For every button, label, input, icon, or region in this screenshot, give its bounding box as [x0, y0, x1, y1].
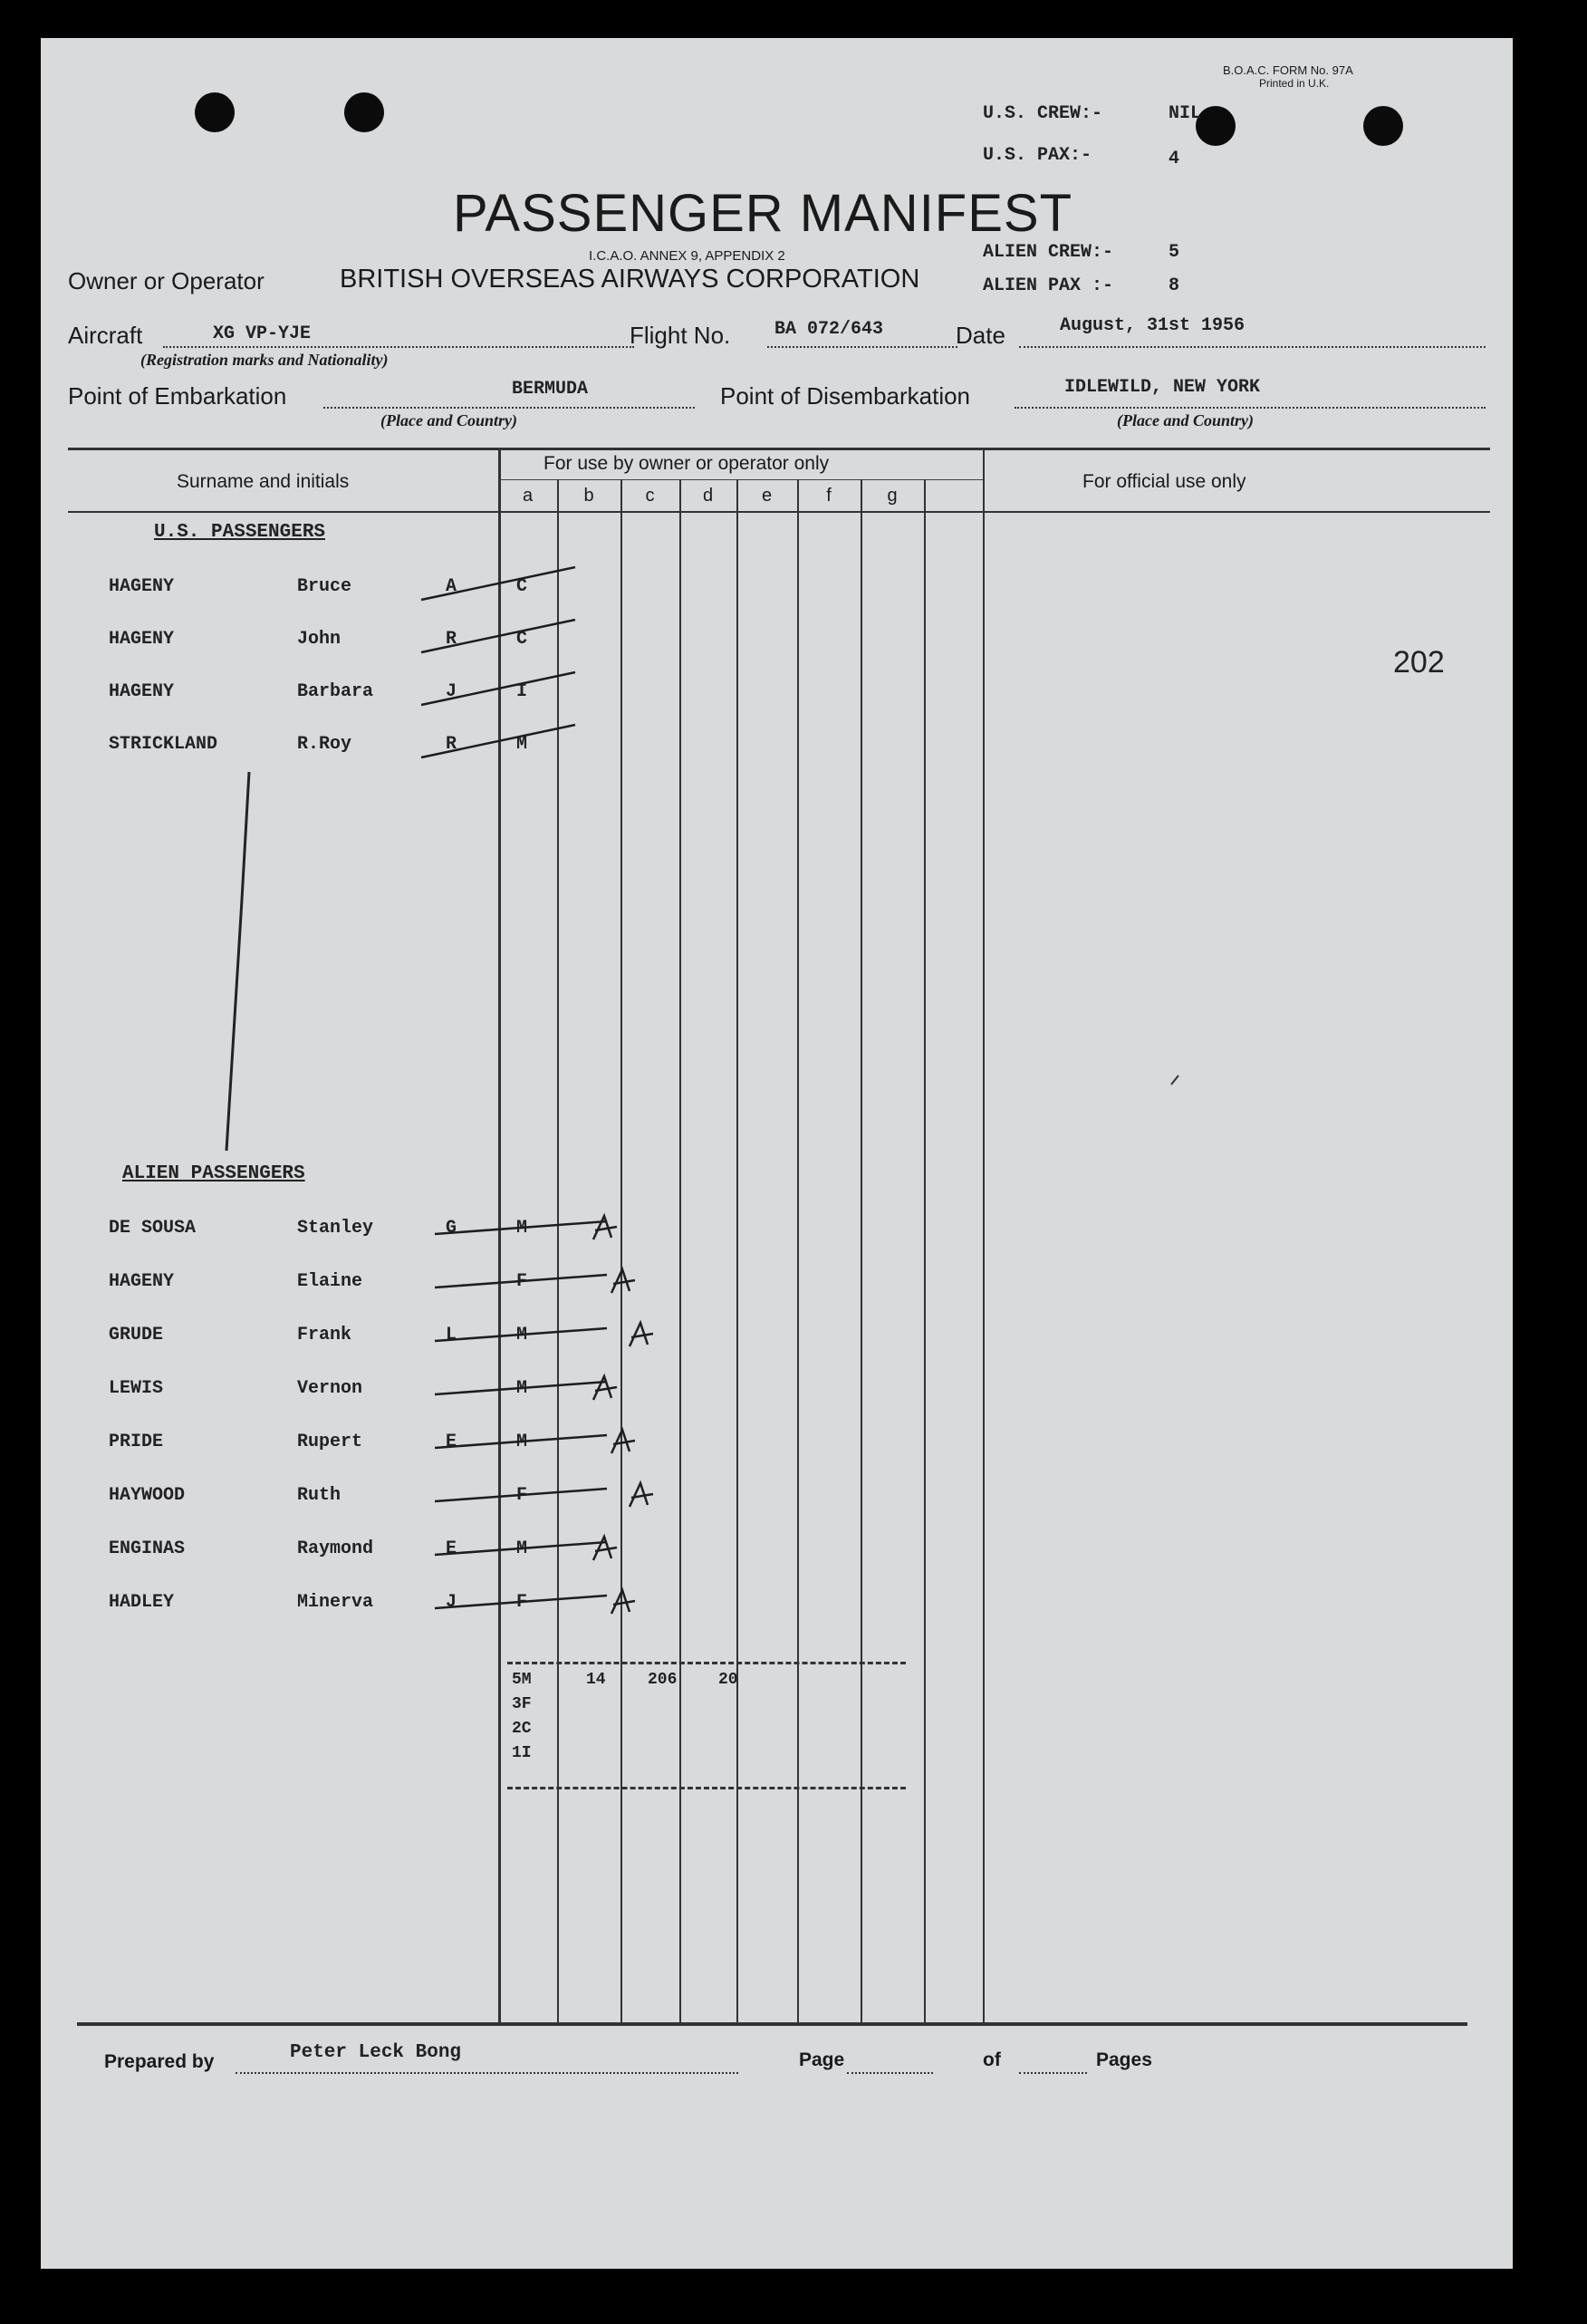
embarkation-label: Point of Embarkation [68, 382, 287, 410]
us-section-title: U.S. PASSENGERS [154, 522, 326, 543]
strike-mark [435, 1489, 607, 1501]
strike-mark [435, 1596, 607, 1608]
us-pax-value: 4 [1169, 149, 1180, 169]
strike-mark [435, 1542, 607, 1555]
check-mark [593, 1216, 617, 1239]
passenger-surname: STRICKLAND [109, 734, 218, 755]
passenger-code: M [516, 734, 528, 755]
total-c: 206 [648, 1671, 678, 1689]
check-mark [611, 1430, 635, 1453]
passenger-surname: ENGINAS [109, 1538, 186, 1559]
col-official-header: For official use only [1082, 471, 1246, 492]
passenger-first: Bruce [297, 576, 352, 597]
passenger-code: M [516, 1538, 528, 1559]
subcol-header-d: d [702, 486, 714, 506]
passenger-first: Elaine [297, 1271, 363, 1292]
pages-label: Pages [1096, 2049, 1152, 2070]
handwritten-marks [41, 38, 1513, 2269]
passenger-initial: G [446, 1218, 457, 1239]
passenger-code: M [516, 1432, 528, 1452]
check-mark [630, 1483, 653, 1507]
strike-mark [435, 1275, 607, 1287]
passenger-code: C [516, 576, 528, 597]
embarkation-value: BERMUDA [512, 379, 589, 400]
passenger-surname: HADLEY [109, 1592, 175, 1613]
passenger-first: Stanley [297, 1218, 374, 1239]
passenger-initial: A [446, 576, 457, 597]
page-of-label: of [983, 2049, 1001, 2070]
passenger-surname: HAGENY [109, 681, 175, 702]
aircraft-label: Aircraft [68, 322, 143, 349]
embarkation-note: (Place and Country) [380, 411, 517, 429]
passenger-surname: HAGENY [109, 1271, 175, 1292]
passenger-first: Minerva [297, 1592, 374, 1613]
subcol-header-f: f [826, 486, 832, 506]
total-a-item: 1I [512, 1744, 532, 1762]
passenger-code: M [516, 1218, 528, 1239]
footer-rule [77, 2022, 1467, 2026]
total-a-item: 2C [512, 1720, 532, 1738]
us-pax-label: U.S. PAX:- [983, 145, 1092, 166]
total-b: 14 [586, 1671, 606, 1689]
prepared-by-line [236, 2072, 738, 2074]
subcol-header-a: a [522, 486, 534, 506]
strike-mark [421, 620, 575, 652]
passenger-initial: J [446, 1592, 457, 1613]
aircraft-note: (Registration marks and Nationality) [140, 351, 389, 369]
passenger-code: F [516, 1592, 528, 1613]
passenger-first: Barbara [297, 681, 374, 702]
subcol-header-b: b [583, 486, 594, 506]
owner-value: BRITISH OVERSEAS AIRWAYS CORPORATION [340, 265, 920, 294]
subcol-header-g: g [887, 486, 898, 506]
total-d: 20 [718, 1671, 738, 1689]
passenger-code: F [516, 1485, 528, 1506]
passenger-code: F [516, 1271, 528, 1292]
strike-mark [435, 1435, 607, 1448]
passenger-first: Raymond [297, 1538, 374, 1559]
disembarkation-label: Point of Disembarkation [720, 382, 971, 410]
aircraft-value: XG VP-YJE [213, 323, 312, 344]
passenger-code: M [516, 1378, 528, 1399]
totals-top-rule [507, 1662, 906, 1664]
passenger-first: R.Roy [297, 734, 352, 755]
check-mark [611, 1590, 635, 1614]
col-owner-header: For use by owner or operator only [543, 453, 830, 474]
col-surname-header: Surname and initials [177, 471, 350, 492]
form-printed: Printed in U.K. [1259, 77, 1330, 90]
passenger-initial: L [446, 1325, 457, 1345]
alien-crew-label: ALIEN CREW:- [983, 242, 1114, 263]
alien-section-title: ALIEN PASSENGERS [122, 1163, 305, 1184]
date-label: Date [956, 322, 1005, 349]
disembarkation-note: (Place and Country) [1117, 411, 1254, 429]
total-a-item: 3F [512, 1695, 532, 1713]
passenger-initial: R [446, 629, 457, 650]
us-crew-value: NIL [1169, 103, 1202, 124]
passenger-first: Rupert [297, 1432, 363, 1452]
passenger-code: C [516, 629, 528, 650]
passenger-first: Frank [297, 1325, 352, 1345]
form-code: B.O.A.C. FORM No. 97A [1223, 63, 1353, 77]
check-mark [593, 1537, 617, 1560]
passenger-code: M [516, 1325, 528, 1345]
passenger-surname: GRUDE [109, 1325, 164, 1345]
passenger-first: Ruth [297, 1485, 341, 1506]
total-a-item: 5M [512, 1671, 532, 1689]
page-title: PASSENGER MANIFEST [453, 184, 1073, 243]
passenger-surname: LEWIS [109, 1378, 164, 1399]
passenger-surname: HAGENY [109, 629, 175, 650]
owner-label: Owner or Operator [68, 267, 264, 294]
strike-mark [421, 725, 575, 757]
alien-crew-value: 5 [1169, 242, 1180, 263]
date-value: August, 31st 1956 [1060, 315, 1246, 336]
passenger-initial: E [446, 1432, 457, 1452]
passenger-initial: R [446, 734, 457, 755]
strike-mark [421, 567, 575, 600]
prepared-by-label: Prepared by [104, 2051, 215, 2072]
alien-pax-label: ALIEN PAX :- [983, 275, 1114, 296]
page-number: 202 [1393, 645, 1445, 680]
check-mark [611, 1269, 635, 1293]
flight-label: Flight No. [630, 322, 731, 349]
check-mark [593, 1376, 617, 1400]
passenger-first: Vernon [297, 1378, 363, 1399]
passenger-first: John [297, 629, 341, 650]
check-mark [630, 1323, 653, 1346]
passenger-surname: HAGENY [109, 576, 175, 597]
disembarkation-value: IDLEWILD, NEW YORK [1064, 377, 1261, 398]
passenger-initial: E [446, 1538, 457, 1559]
subcol-header-e: e [761, 486, 773, 506]
strike-mark [421, 672, 575, 705]
strike-mark [435, 1382, 607, 1394]
passenger-surname: DE SOUSA [109, 1218, 197, 1239]
totals-bottom-rule [507, 1787, 906, 1789]
page-label: Page [799, 2049, 845, 2070]
prepared-by-value: Peter Leck Bong [290, 2042, 462, 2063]
subcol-header-c: c [645, 486, 655, 506]
passenger-initial: J [446, 681, 457, 702]
page-subtitle: I.C.A.O. ANNEX 9, APPENDIX 2 [589, 248, 785, 264]
strike-mark [435, 1221, 607, 1234]
passenger-surname: PRIDE [109, 1432, 164, 1452]
passenger-code: I [516, 681, 528, 702]
strike-mark [435, 1328, 607, 1341]
us-crew-label: U.S. CREW:- [983, 103, 1103, 124]
passenger-surname: HAYWOOD [109, 1485, 186, 1506]
alien-pax-value: 8 [1169, 275, 1180, 296]
page-line [847, 2072, 933, 2074]
manifest-sheet [41, 38, 1513, 2269]
pages-line [1019, 2072, 1087, 2074]
flight-value: BA 072/643 [774, 319, 884, 340]
